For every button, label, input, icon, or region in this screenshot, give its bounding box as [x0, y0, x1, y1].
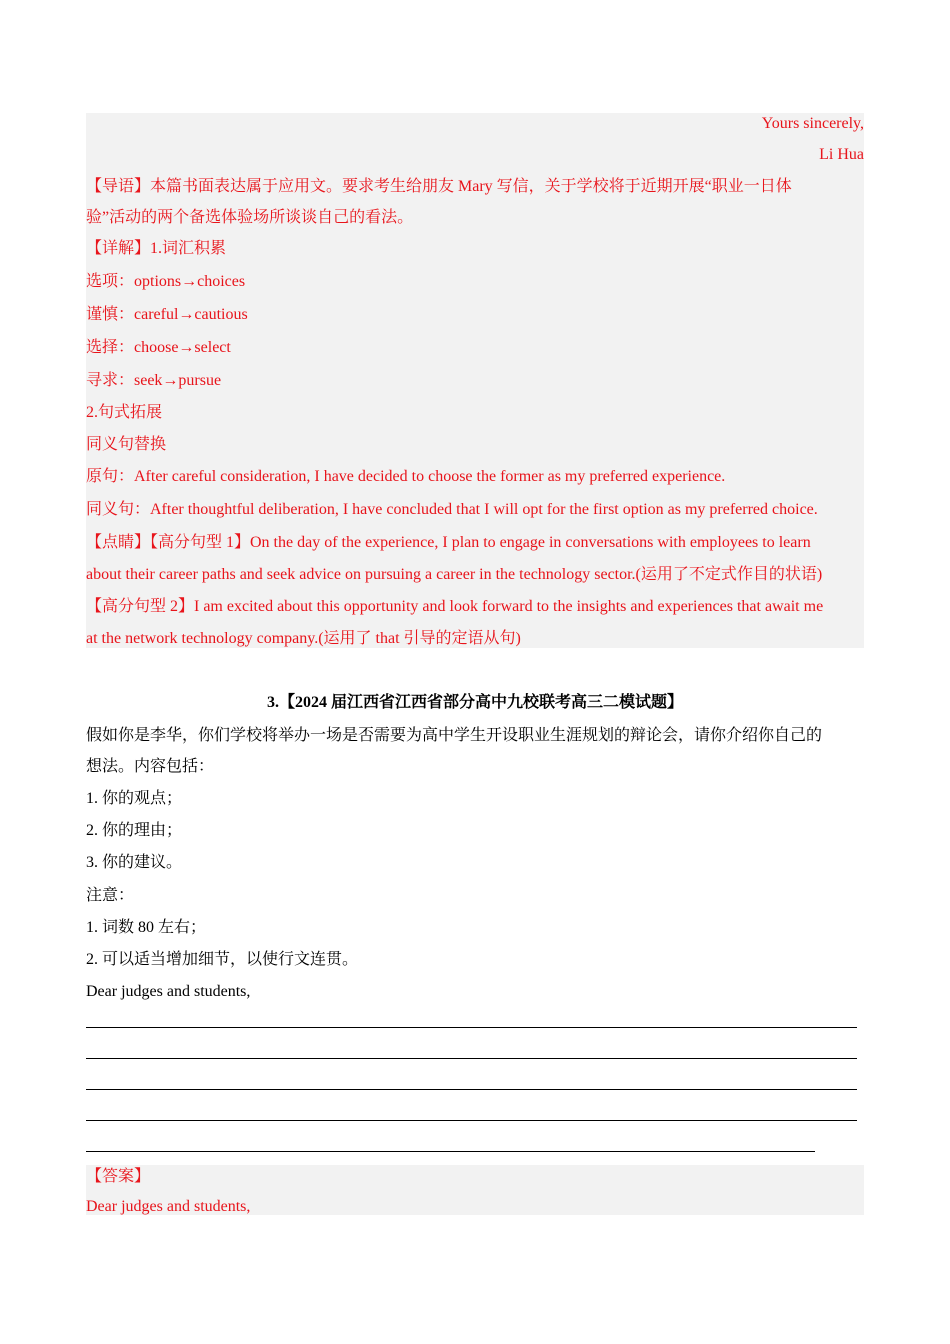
writing-line	[86, 1058, 857, 1059]
vocab-item: 选择：choose→select	[86, 339, 231, 356]
answer-greeting: Dear judges and students,	[86, 1198, 251, 1215]
synonym-title: 同义句替换	[86, 436, 167, 453]
synonym-sentence: 同义句：After thoughtful deliberation, I have concluded that I will opt for the first option as my preferred choice.	[86, 501, 818, 518]
prompt-line-1: 假如你是李华，你们学校将举办一场是否需要为高中学生开设职业生涯规划的辩论会，请你介绍你自己的	[86, 727, 823, 744]
answer-label: 【答案】	[86, 1168, 151, 1185]
question-3-title: 3.【2024 届江西省江西省部分高中九校联考高三二模试题】	[266, 694, 683, 711]
prompt-line-2: 想法。内容包括：	[86, 758, 215, 775]
content-item: 1. 你的观点；	[86, 790, 183, 807]
writing-line	[86, 1151, 815, 1152]
writing-line	[86, 1089, 857, 1090]
content-item: 2. 你的理由；	[86, 822, 183, 839]
content-item: 3. 你的建议。	[86, 854, 183, 871]
sentence-title: 2.句式拓展	[86, 404, 163, 421]
guide-line-1: 【导语】本篇书面表达属于应用文。要求考生给朋友 Mary 写信，关于学校将于近期开展“职业一日体	[86, 178, 792, 195]
detail-title: 【详解】1.词汇积累	[86, 240, 227, 257]
note-item: 2. 可以适当增加细节，以使行文连贯。	[86, 951, 359, 968]
closing: Yours sincerely,	[761, 115, 864, 132]
note-title: 注意：	[86, 887, 135, 904]
original-sentence: 原句：After careful consideration, I have decided to choose the former as my preferred experience.	[86, 468, 726, 485]
letter-greeting: Dear judges and students,	[86, 983, 251, 1000]
writing-line	[86, 1027, 857, 1028]
highlight-2-line-2: at the network technology company.(运用了 that 引导的定语从句)	[86, 630, 521, 647]
highlight-2-line-1: 【高分句型 2】I am excited about this opportunity and look forward to the insights and experiences that await me	[86, 598, 824, 615]
vocab-item: 选项：options→choices	[86, 273, 246, 290]
guide-line-2: 验”活动的两个备选体验场所谈谈自己的看法。	[86, 209, 414, 226]
vocab-item: 谨慎：careful→cautious	[86, 306, 248, 323]
vocab-item: 寻求：seek→pursue	[86, 372, 222, 389]
highlight-1-line-2: about their career paths and seek advice on pursuing a career in the technology sector.(运用了不定式作目的状语)	[86, 566, 823, 583]
note-item: 1. 词数 80 左右；	[86, 919, 207, 936]
highlight-1-line-1: 【点睛】【高分句型 1】On the day of the experience, I plan to engage in conversations with employees to learn	[86, 534, 811, 551]
signature: Li Hua	[819, 146, 864, 163]
writing-line	[86, 1120, 857, 1121]
